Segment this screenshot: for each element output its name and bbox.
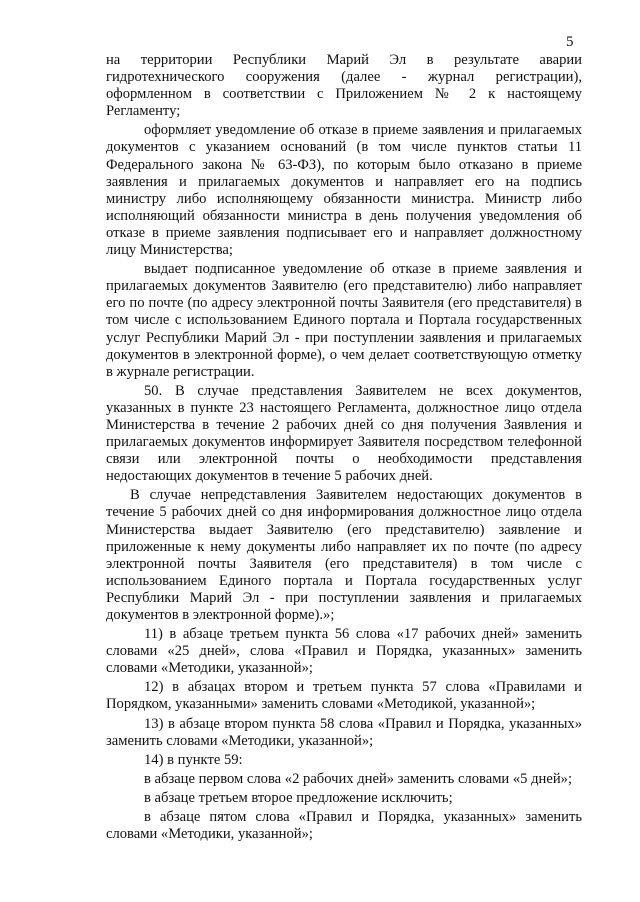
page-number: 5 [566, 34, 574, 50]
paragraph: в абзаце третьем второе предложение исключить; [144, 789, 453, 806]
paragraph: 50. В случае представления Заявителем не всех документов, указанных в пункте 23 настоящего Регламента, должностное лицо отдела Министерства в течение 2 рабочих дней со дня получения Заявления и прилагаемых документов информирует Заявителя посредством телефонной связи или электронной почты о необходимости представления недостающих документов в течение 5 рабочих дней. [106, 382, 582, 485]
document-body [106, 52, 582, 845]
paragraph: 13) в абзаце втором пункта 58 слова «Правил и Порядка, указанных» заменить словами «Методики, указанной»; [106, 715, 582, 749]
paragraph: на территории Республики Марий Эл в результате аварии гидротехнического сооружения (далее - журнал регистрации), оформленном в соответствии с Приложением № 2 к настоящему Регламенту; [106, 52, 582, 120]
paragraph: оформляет уведомление об отказе в приеме заявления и прилагаемых документов с указанием оснований (в том числе пунктов статьи 11 Федерального закона № 63-ФЗ), по которым было отказано в приеме заявления и прилагаемых документов и направляет его на подпись министру либо исполняющему обязанности министра. Министр либо исполняющий обязанности министра в день получения уведомления об отказе в приеме заявления подписывает его и направляет должностному лицу Министерства; [106, 122, 582, 259]
paragraph: выдает подписанное уведомление об отказе в приеме заявления и прилагаемых документов Заявителю (его представителю) либо направляет его по почте (по адресу электронной почты Заявителя (его представителя) в том числе с использованием Единого портала и Портала государственных услуг Республики Марий Эл - при поступлении заявления и прилагаемых документов в электронной форме), о чем делает соответствующую отметку в журнале регистрации. [106, 261, 582, 380]
paragraph: 12) в абзацах втором и третьем пункта 57 слова «Правилами и Порядком, указанными» заменить словами «Методикой, указанной»; [106, 679, 582, 713]
paragraph: в абзаце пятом слова «Правил и Порядка, указанных» заменить словами «Методики, указанной»; [106, 809, 582, 843]
paragraph: в абзаце первом слова «2 рабочих дней» заменить словами «5 дней»; [144, 770, 572, 787]
paragraph: В случае непредставления Заявителем недостающих документов в течение 5 рабочих дней со дня информирования должностное лицо отдела Министерства выдает Заявителю (его представителю) заявление и приложенные к нему документы либо направляет их по почте (по адресу электронной почты Заявителя (его представителя) в том числе с использованием Единого портала и Портала государственных услуг Республики Марий Эл - при поступлении заявления и прилагаемых документов в электронной форме).»; [106, 487, 582, 623]
paragraph: 14) в пункте 59: [144, 751, 243, 768]
paragraph: 11) в абзаце третьем пункта 56 слова «17 рабочих дней» заменить словами «25 дней», слова «Правил и Порядка, указанных» заменить словами «Методики, указанной»; [106, 626, 582, 677]
